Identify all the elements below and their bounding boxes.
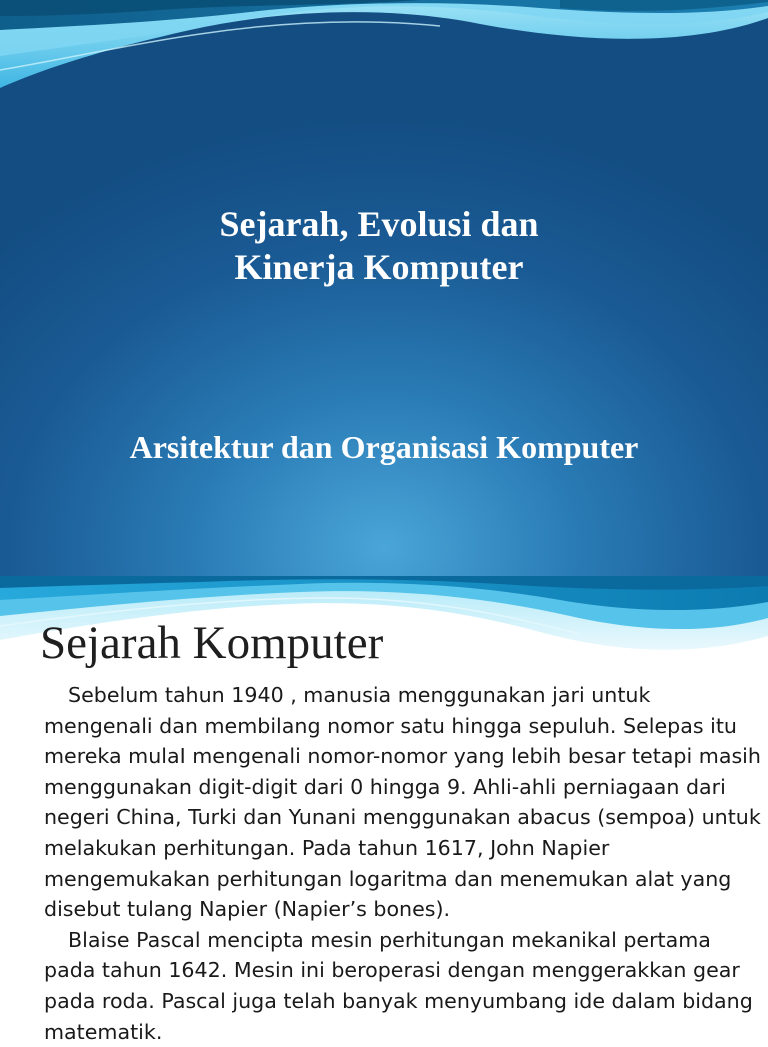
slide-title-line-1: Sejarah, Evolusi dan (219, 204, 539, 244)
slide-title (0, 203, 758, 289)
slide-title-line-2: Kinerja Komputer (234, 247, 524, 287)
wave-header-decoration (0, 0, 768, 110)
slide-subtitle: Arsitektur dan Organisasi Komputer (129, 429, 639, 465)
content-slide (0, 576, 768, 1044)
slide-body (44, 680, 764, 1047)
body-paragraph-2: Blaise Pascal mencipta mesin perhitungan mekanikal pertama pada tahun 1642. Mesin ini beroperasi dengan menggerakkan gear pada roda. Pascal juga telah banyak menyumbang ide dalam bidang matematik. (44, 927, 753, 1044)
slide-heading: Sejarah Komputer (40, 617, 384, 669)
body-paragraph-1: Sebelum tahun 1940 , manusia menggunakan jari untuk mengenali dan membilang nomor satu hingga sepuluh. Selepas itu mereka mulaI mengenali nomor-nomor yang lebih besar tetapi masih menggunakan digit-digit dari 0 hingga 9. Ahli-ahli perniagaan dari negeri China, Turki dan Yunani menggunakan abacus (sempoa) untuk melakukan perhitungan. Pada tahun 1617, John Napier mengemukakan perhitungan logaritma dan menemukan alat yang disebut tulang Napier (Napier’s bones). (44, 683, 761, 922)
